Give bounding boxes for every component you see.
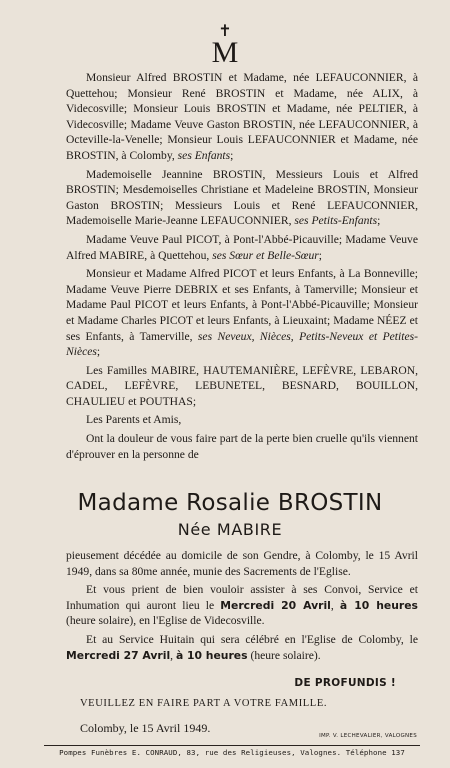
families-paragraph: Les Familles MABIRE, HAUTEMANIÈRE, LEFÈVRE, LEBARON, CADEL, LEFÈVRE, LEBUNETEL, BESNARD, BOUILLON, CHAULIEU et POUTHAS; xyxy=(66,363,418,408)
death-paragraph: pieusement décédée au domicile de son Gendre, à Colomby, le 15 Avril 1949, dans sa 80me année, munie des Sacrements de l'Eglise. xyxy=(66,549,418,578)
monogram-letter: M xyxy=(211,36,239,69)
de-profundis: DE PROFUNDIS ! xyxy=(294,677,396,689)
grandchildren-paragraph: Mademoiselle Jeannine BROSTIN, Messieurs Louis et Alfred BROSTIN; Mesdemoiselles Christiane et Madeleine BROSTIN, Monsieur Gaston BROSTIN; Messieurs Louis et René LEFAUCONNIER, Mademoiselle Marie-Jeanne LEFAUCONNIER, ses Petits-Enfants; xyxy=(66,167,419,228)
huitain-date: Mercredi 27 Avril xyxy=(66,648,171,662)
footer-divider xyxy=(44,745,420,746)
role-label: ses Sœur et Belle-Sœur xyxy=(212,248,319,262)
cross-icon: ✝ xyxy=(218,23,232,40)
deceased-block xyxy=(40,490,420,539)
convoi-date: Mercredi 20 Avril xyxy=(220,598,331,612)
role-label: ses Neveux, Nièces, Petits-Neveux et Petites-Nièces xyxy=(66,329,418,359)
huitain-paragraph: Et au Service Huitain qui sera célébré en l'Eglise de Colomby, le Mercredi 27 Avril, à 10 heures (heure solaire). xyxy=(66,632,418,662)
children-paragraph: Monsieur Alfred BROSTIN et Madame, née LEFAUCONNIER, à Quettehou; Monsieur René BROSTIN et Madame, née ALIX, à Videcosville; Monsieur Louis BROSTIN et Madame, née PELTIER, à Videcosville; Madame Veuve Gaston BROSTIN, née LEFAUCONNIER, à Octeville-la-Venelle; Monsieur Louis LEFAUCONNIER et Madame, née BROSTIN, à Colomby, ses Enfants; xyxy=(66,71,419,162)
siblings-paragraph: Madame Veuve Paul PICOT, à Pont-l'Abbé-Picauville; Madame Veuve Alfred MABIRE, à Quettehou, ses Sœur et Belle-Sœur; xyxy=(66,232,418,262)
maiden-name: Née MABIRE xyxy=(177,520,283,539)
convoi-time: à 10 heures xyxy=(339,598,418,612)
deceased-name: Madame Rosalie BROSTIN xyxy=(77,490,383,516)
cross-monogram-header xyxy=(0,24,450,68)
huitain-time: à 10 heures xyxy=(175,648,248,662)
request-line: VEUILLEZ EN FAIRE PART A VOTRE FAMILLE. xyxy=(80,698,328,709)
convoi-paragraph: Et vous prient de bien vouloir assister à ses Convoi, Service et Inhumation qui auront lieu le Mercredi 20 Avril, à 10 heures (heure solaire), en l'Eglise de Videcosville. xyxy=(66,583,418,628)
role-label: ses Petits-Enfants xyxy=(294,214,378,228)
place-date: Colomby, le 15 Avril 1949. xyxy=(80,721,211,735)
nephews-paragraph: Monsieur et Madame Alfred PICOT et leurs Enfants, à La Bonneville; Madame Veuve Pierre DEBRIX et ses Enfants, à Tamerville; Monsieur et Madame Paul PICOT et leurs Enfants, à Pont-l'Abbé-Picauville; Monsieur et Madame Charles PICOT et leurs Enfants, à Lieuxaint; Madame NÉEZ et ses Enfants, à Tamerville, ses Neveux, Nièces, Petits-Neveux et Petites-Nièces; xyxy=(66,267,418,359)
friends-line: Les Parents et Amis, xyxy=(86,413,182,427)
funeral-home-footer: Pompes Funèbres E. CONRAUD, 83, rue des Religieuses, Valognes. Téléphone 137 xyxy=(59,748,405,757)
service-details xyxy=(66,548,418,666)
intro-paragraph: Ont la douleur de vous faire part de la perte bien cruelle qu'ils viennent d'éprouver en la personne de xyxy=(66,432,418,461)
family-list xyxy=(66,70,418,465)
role-label: ses Enfants xyxy=(177,148,231,162)
printer-credit: IMP. V. LECHEVALIER, VALOGNES xyxy=(319,733,417,739)
